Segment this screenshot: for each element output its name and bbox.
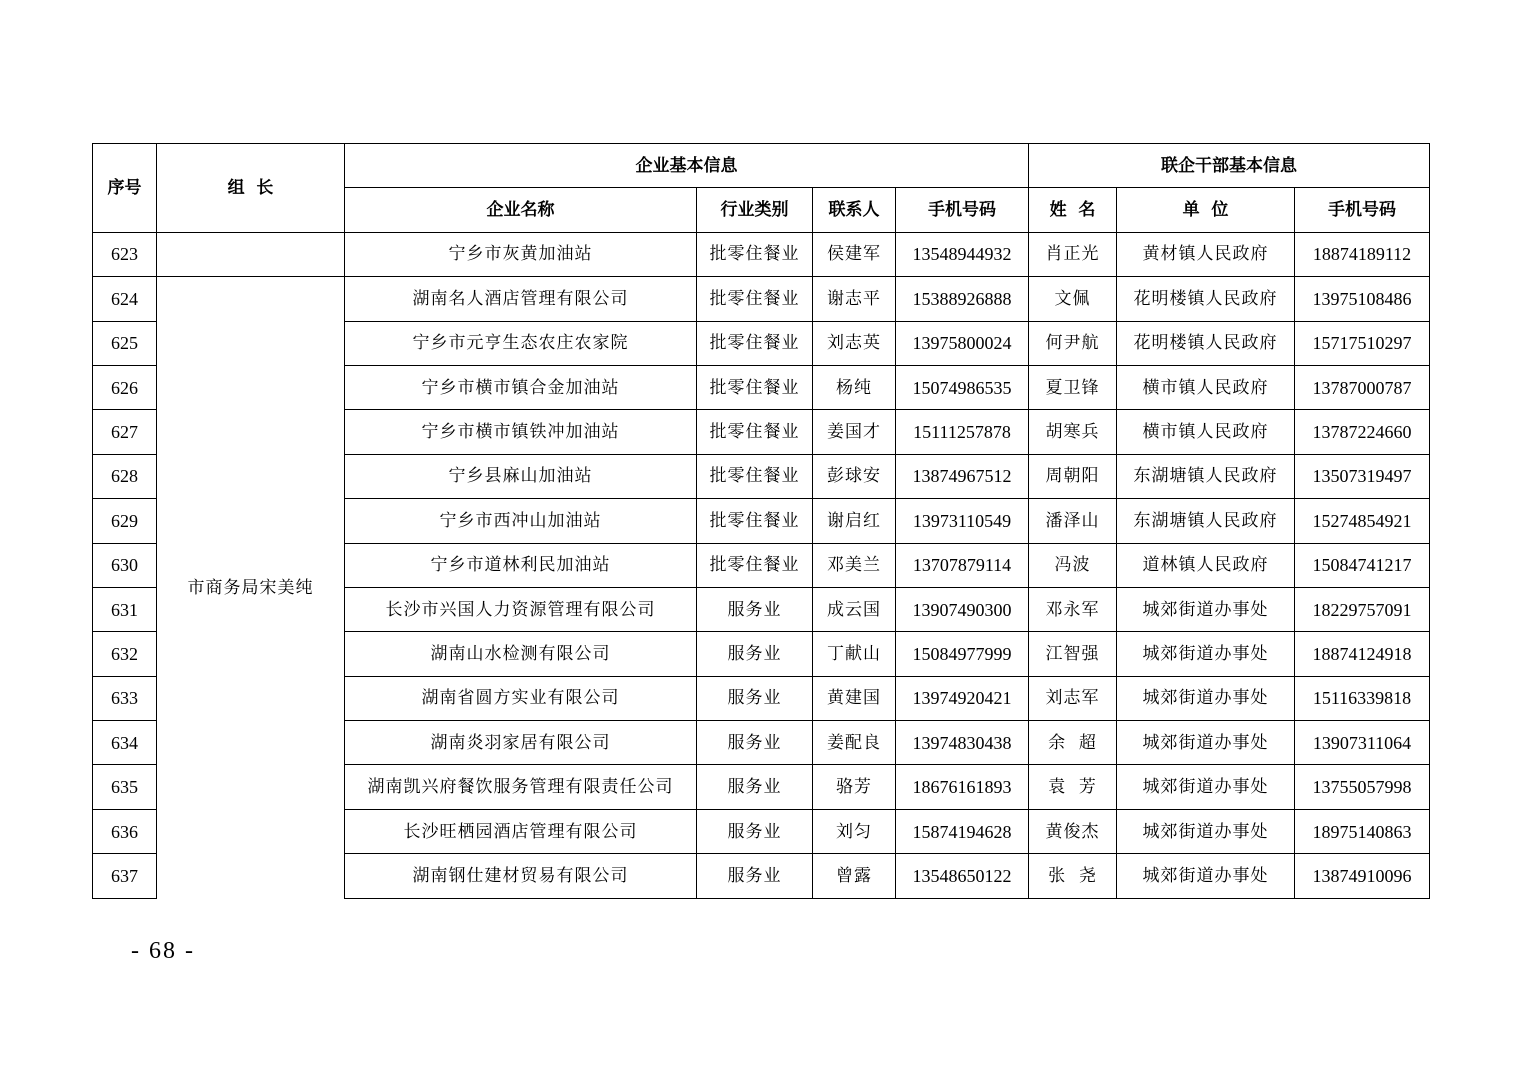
header-contact: 联系人	[813, 188, 896, 232]
cell-seq: 636	[93, 809, 157, 853]
cell-cadre-unit: 花明楼镇人民政府	[1117, 321, 1295, 365]
cell-seq: 633	[93, 676, 157, 720]
cell-industry: 服务业	[697, 765, 813, 809]
cell-cadre-name: 邓永军	[1029, 587, 1117, 631]
cell-cadre-name: 张 尧	[1029, 854, 1117, 898]
cell-cadre-phone: 18874124918	[1295, 632, 1430, 676]
cell-cadre-name: 江智强	[1029, 632, 1117, 676]
cell-industry: 批零住餐业	[697, 543, 813, 587]
cell-cadre-unit: 城郊街道办事处	[1117, 809, 1295, 853]
cell-industry: 服务业	[697, 587, 813, 631]
header-enterprise-name: 企业名称	[345, 188, 697, 232]
cell-enterprise: 湖南山水检测有限公司	[345, 632, 697, 676]
cell-cadre-unit: 城郊街道办事处	[1117, 765, 1295, 809]
cell-contact-phone: 13874967512	[896, 454, 1029, 498]
cell-contact: 姜配良	[813, 721, 896, 765]
cell-cadre-name: 文佩	[1029, 277, 1117, 321]
cell-leader-group: 市商务局宋美纯	[157, 277, 345, 898]
header-contact-phone: 手机号码	[896, 188, 1029, 232]
cell-cadre-phone: 15116339818	[1295, 676, 1430, 720]
header-cadre-phone: 手机号码	[1295, 188, 1430, 232]
cell-contact-phone: 13973110549	[896, 499, 1029, 543]
cell-enterprise: 宁乡市横市镇铁冲加油站	[345, 410, 697, 454]
cell-cadre-unit: 城郊街道办事处	[1117, 721, 1295, 765]
cell-contact-phone: 15084977999	[896, 632, 1029, 676]
cell-cadre-name: 胡寒兵	[1029, 410, 1117, 454]
cell-contact: 彭球安	[813, 454, 896, 498]
cell-industry: 服务业	[697, 809, 813, 853]
header-seq: 序号	[93, 144, 157, 233]
cell-industry: 批零住餐业	[697, 454, 813, 498]
cell-seq: 630	[93, 543, 157, 587]
cell-cadre-phone: 18874189112	[1295, 232, 1430, 276]
cell-contact: 谢启红	[813, 499, 896, 543]
cell-enterprise: 宁乡县麻山加油站	[345, 454, 697, 498]
cell-contact: 邓美兰	[813, 543, 896, 587]
cell-cadre-unit: 城郊街道办事处	[1117, 632, 1295, 676]
cell-cadre-name: 黄俊杰	[1029, 809, 1117, 853]
cell-seq: 624	[93, 277, 157, 321]
cell-cadre-phone: 18975140863	[1295, 809, 1430, 853]
header-industry: 行业类别	[697, 188, 813, 232]
page-number: - 68 -	[131, 938, 195, 964]
header-leader: 组 长	[157, 144, 345, 233]
cell-cadre-unit: 东湖塘镇人民政府	[1117, 454, 1295, 498]
cell-cadre-name: 何尹航	[1029, 321, 1117, 365]
cell-contact-phone: 18676161893	[896, 765, 1029, 809]
cell-contact: 曾露	[813, 854, 896, 898]
cell-cadre-phone: 13975108486	[1295, 277, 1430, 321]
cell-contact-phone: 15111257878	[896, 410, 1029, 454]
cell-cadre-phone: 13907311064	[1295, 721, 1430, 765]
cell-contact-phone: 13707879114	[896, 543, 1029, 587]
cell-seq: 631	[93, 587, 157, 631]
cell-cadre-unit: 东湖塘镇人民政府	[1117, 499, 1295, 543]
cell-seq: 625	[93, 321, 157, 365]
cell-industry: 批零住餐业	[697, 321, 813, 365]
header-cadre-unit: 单 位	[1117, 188, 1295, 232]
cell-contact-phone: 13975800024	[896, 321, 1029, 365]
cell-cadre-phone: 13755057998	[1295, 765, 1430, 809]
cell-cadre-unit: 横市镇人民政府	[1117, 365, 1295, 409]
cell-industry: 批零住餐业	[697, 277, 813, 321]
cell-contact-phone: 13548944932	[896, 232, 1029, 276]
table-row	[93, 232, 1430, 276]
cell-contact: 成云国	[813, 587, 896, 631]
cell-enterprise: 宁乡市元亨生态农庄农家院	[345, 321, 697, 365]
cell-enterprise: 宁乡市道林利民加油站	[345, 543, 697, 587]
cell-cadre-phone: 13874910096	[1295, 854, 1430, 898]
cell-seq: 635	[93, 765, 157, 809]
cell-contact: 杨纯	[813, 365, 896, 409]
cell-industry: 服务业	[697, 721, 813, 765]
table-row	[93, 277, 1430, 321]
cell-enterprise: 湖南省圆方实业有限公司	[345, 676, 697, 720]
cell-cadre-name: 余 超	[1029, 721, 1117, 765]
cell-contact-phone: 15388926888	[896, 277, 1029, 321]
cell-seq: 634	[93, 721, 157, 765]
header-cadre-group: 联企干部基本信息	[1029, 144, 1430, 188]
cell-seq: 629	[93, 499, 157, 543]
cell-cadre-name: 冯波	[1029, 543, 1117, 587]
cell-industry: 批零住餐业	[697, 410, 813, 454]
cell-cadre-phone: 18229757091	[1295, 587, 1430, 631]
cell-contact: 黄建国	[813, 676, 896, 720]
cell-cadre-name: 袁 芳	[1029, 765, 1117, 809]
cell-cadre-name: 肖正光	[1029, 232, 1117, 276]
cell-contact-phone: 13548650122	[896, 854, 1029, 898]
cell-contact: 谢志平	[813, 277, 896, 321]
cell-contact-phone: 13974830438	[896, 721, 1029, 765]
cell-enterprise: 长沙旺栖园酒店管理有限公司	[345, 809, 697, 853]
cell-cadre-phone: 13787224660	[1295, 410, 1430, 454]
cell-cadre-unit: 黄材镇人民政府	[1117, 232, 1295, 276]
cell-cadre-name: 刘志军	[1029, 676, 1117, 720]
cell-cadre-phone: 15274854921	[1295, 499, 1430, 543]
cell-cadre-name: 周朝阳	[1029, 454, 1117, 498]
cell-cadre-phone: 13787000787	[1295, 365, 1430, 409]
cell-enterprise: 长沙市兴国人力资源管理有限公司	[345, 587, 697, 631]
cell-contact-phone: 15874194628	[896, 809, 1029, 853]
cell-leader	[157, 232, 345, 276]
cell-seq: 637	[93, 854, 157, 898]
cell-enterprise: 宁乡市横市镇合金加油站	[345, 365, 697, 409]
cell-cadre-name: 夏卫锋	[1029, 365, 1117, 409]
cell-contact: 刘志英	[813, 321, 896, 365]
cell-seq: 627	[93, 410, 157, 454]
cell-cadre-unit: 道林镇人民政府	[1117, 543, 1295, 587]
cell-cadre-phone: 13507319497	[1295, 454, 1430, 498]
cell-contact: 丁献山	[813, 632, 896, 676]
cell-contact: 骆芳	[813, 765, 896, 809]
cell-cadre-name: 潘泽山	[1029, 499, 1117, 543]
cell-enterprise: 湖南名人酒店管理有限公司	[345, 277, 697, 321]
cell-industry: 批零住餐业	[697, 232, 813, 276]
header-row-group	[93, 144, 1430, 188]
cell-cadre-phone: 15717510297	[1295, 321, 1430, 365]
cell-industry: 服务业	[697, 632, 813, 676]
header-cadre-name: 姓 名	[1029, 188, 1117, 232]
cell-enterprise: 湖南钢仕建材贸易有限公司	[345, 854, 697, 898]
cell-seq: 623	[93, 232, 157, 276]
cell-contact-phone: 13907490300	[896, 587, 1029, 631]
cell-contact: 侯建军	[813, 232, 896, 276]
cell-seq: 626	[93, 365, 157, 409]
cell-enterprise: 宁乡市西冲山加油站	[345, 499, 697, 543]
cell-contact-phone: 15074986535	[896, 365, 1029, 409]
cell-industry: 服务业	[697, 854, 813, 898]
cell-industry: 批零住餐业	[697, 499, 813, 543]
header-enterprise-group: 企业基本信息	[345, 144, 1029, 188]
cell-cadre-unit: 城郊街道办事处	[1117, 587, 1295, 631]
cell-contact-phone: 13974920421	[896, 676, 1029, 720]
cell-cadre-unit: 城郊街道办事处	[1117, 854, 1295, 898]
cell-cadre-phone: 15084741217	[1295, 543, 1430, 587]
cell-enterprise: 宁乡市灰黄加油站	[345, 232, 697, 276]
cell-enterprise: 湖南凯兴府餐饮服务管理有限责任公司	[345, 765, 697, 809]
cell-contact: 姜国才	[813, 410, 896, 454]
cell-enterprise: 湖南炎羽家居有限公司	[345, 721, 697, 765]
cell-cadre-unit: 横市镇人民政府	[1117, 410, 1295, 454]
cell-industry: 批零住餐业	[697, 365, 813, 409]
cell-seq: 628	[93, 454, 157, 498]
cell-cadre-unit: 花明楼镇人民政府	[1117, 277, 1295, 321]
cell-industry: 服务业	[697, 676, 813, 720]
cell-cadre-unit: 城郊街道办事处	[1117, 676, 1295, 720]
enterprise-liaison-table	[92, 143, 1430, 899]
cell-contact: 刘匀	[813, 809, 896, 853]
cell-seq: 632	[93, 632, 157, 676]
